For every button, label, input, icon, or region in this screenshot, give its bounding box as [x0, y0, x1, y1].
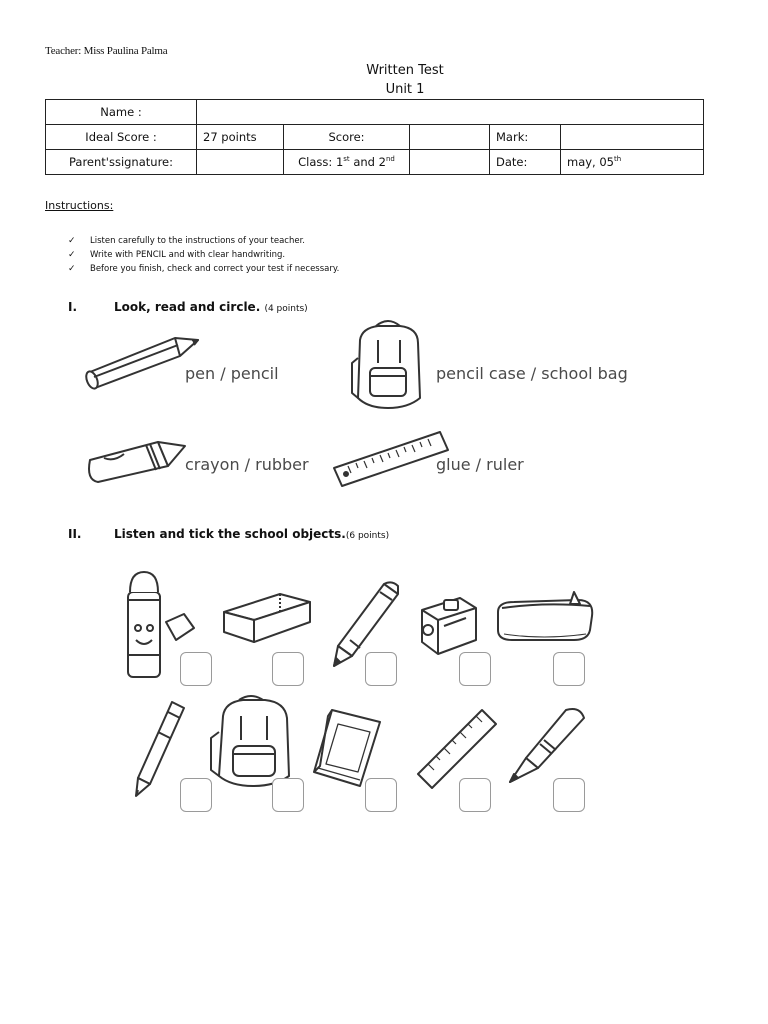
checkmark-icon: ✓: [68, 236, 76, 246]
test-unit: Unit 1: [385, 82, 425, 97]
instruction-item: [68, 248, 339, 262]
name-label: Name :: [46, 100, 197, 125]
instructions-heading: Instructions:: [45, 199, 114, 212]
section-1-number: I.: [68, 300, 78, 314]
section-1-heading: [68, 300, 308, 314]
class-sup-second: nd: [385, 155, 395, 163]
crayon-icon: [504, 706, 590, 786]
section-1-points: (4 points): [264, 304, 308, 314]
class-blank: [410, 150, 490, 175]
tick-box-book[interactable]: [365, 778, 397, 812]
date-label: Date:: [490, 150, 561, 175]
test-title-block: [0, 61, 768, 99]
item-pen-pencil-label: pen / pencil: [185, 364, 279, 383]
class-sup-first: st: [343, 155, 350, 163]
instruction-text: Write with PENCIL and with clear handwriting.: [90, 250, 286, 260]
mark-field[interactable]: [561, 125, 704, 150]
mark-label: Mark:: [490, 125, 561, 150]
tick-box-crayon[interactable]: [553, 778, 585, 812]
pencil-case-icon: [494, 588, 598, 644]
class-text: Class: 1: [298, 155, 344, 169]
score-field[interactable]: [410, 125, 490, 150]
section-2-points: (6 points): [345, 531, 390, 541]
test-title: Written Test: [366, 63, 444, 78]
school-bag-icon: [348, 318, 428, 413]
crayon-icon: [80, 432, 190, 487]
date-value: [561, 150, 704, 175]
section-2-heading: [68, 527, 389, 541]
score-label: Score:: [284, 125, 410, 150]
item-crayon-rubber-label: crayon / rubber: [185, 455, 309, 474]
section-2-number: II.: [68, 527, 82, 541]
checkmark-icon: ✓: [68, 264, 76, 274]
tick-box-school-bag[interactable]: [272, 778, 304, 812]
school-bag-icon: [205, 692, 299, 790]
instruction-item: [68, 234, 339, 248]
teacher-name: Teacher: Miss Paulina Palma: [45, 45, 168, 57]
ruler-icon: [330, 428, 452, 490]
date-sup: th: [614, 155, 622, 163]
ideal-score-value: 27 points: [197, 125, 284, 150]
rubber-icon: [218, 588, 316, 650]
tick-box-ruler[interactable]: [459, 778, 491, 812]
student-info-table: [45, 99, 704, 175]
tick-box-glue-stick[interactable]: [180, 652, 212, 686]
tick-box-pencil[interactable]: [365, 652, 397, 686]
tick-box-rubber[interactable]: [272, 652, 304, 686]
name-field[interactable]: [197, 100, 704, 125]
instruction-text: Before you finish, check and correct your test if necessary.: [90, 264, 340, 274]
checkmark-icon: ✓: [68, 250, 76, 260]
item-glue-ruler-label: glue / ruler: [436, 455, 524, 474]
tick-box-pencil-case[interactable]: [553, 652, 585, 686]
class-info: [284, 150, 410, 175]
instructions-list: [68, 234, 339, 276]
date-text: may, 05: [567, 155, 614, 169]
signature-label: Parent'ssignature:: [46, 150, 197, 175]
instruction-item: [68, 262, 339, 276]
class-and: and 2: [349, 155, 386, 169]
pencil-icon: [80, 330, 205, 395]
item-pencil-case-school-bag-label: pencil case / school bag: [436, 364, 628, 383]
ideal-score-label: Ideal Score :: [46, 125, 197, 150]
signature-field[interactable]: [197, 150, 284, 175]
tick-box-sharpener[interactable]: [459, 652, 491, 686]
tick-box-pen[interactable]: [180, 778, 212, 812]
section-1-title: Look, read and circle.: [114, 300, 261, 314]
section-2-title: Listen and tick the school objects.: [114, 527, 346, 541]
instruction-text: Listen carefully to the instructions of your teacher.: [90, 236, 305, 246]
